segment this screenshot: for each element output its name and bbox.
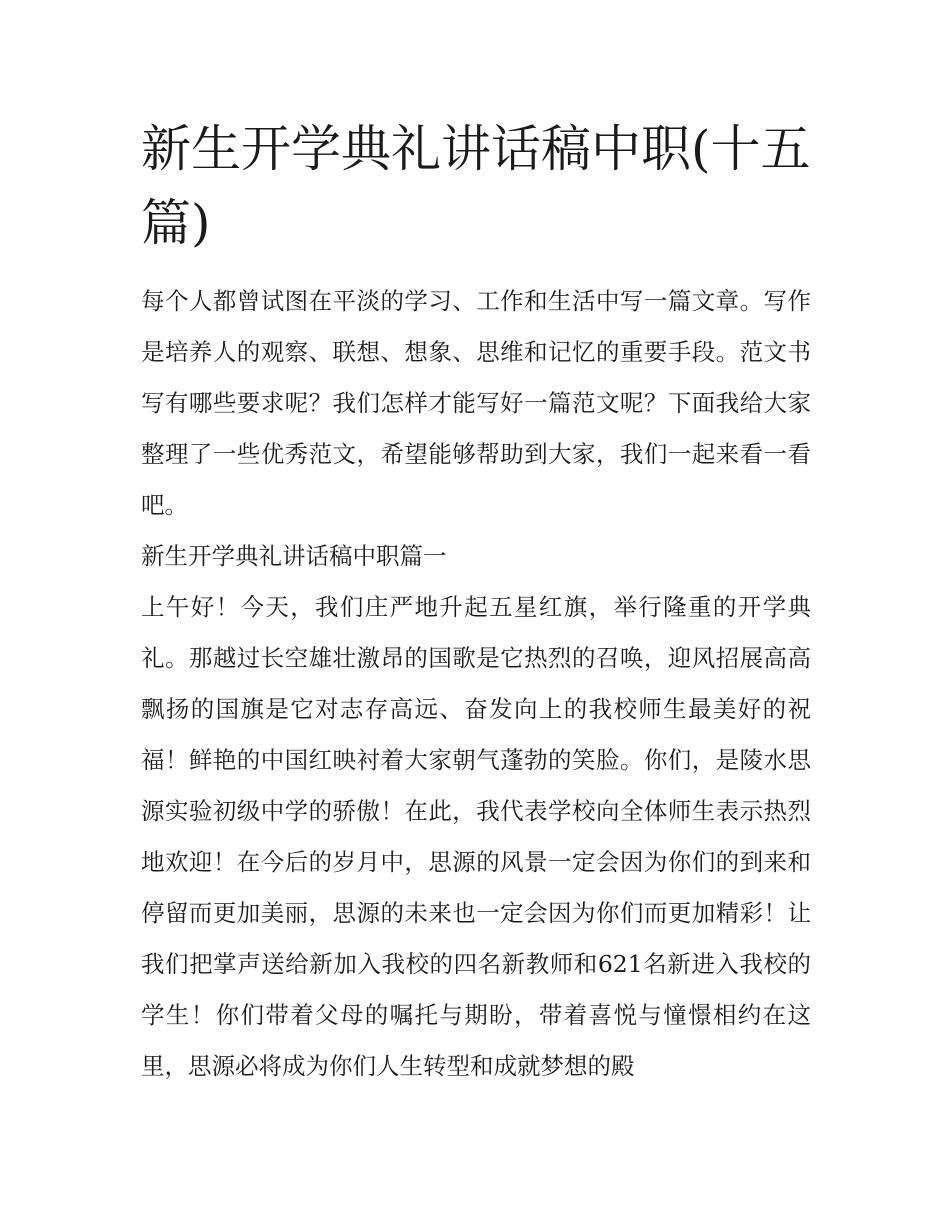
- intro-paragraph: 每个人都曾试图在平淡的学习、工作和生活中写一篇文章。写作是培养人的观察、联想、想象、思维和记忆的重要手段。范文书写有哪些要求呢？我们怎样才能写好一篇范文呢？下面我给大家整理了一些优秀范文，希望能够帮助到大家，我们一起来看一看吧。: [141, 287, 811, 519]
- section-heading: 新生开学典礼讲话稿中职篇一: [141, 542, 447, 570]
- document-title: 新生开学典礼讲话稿中职(十五篇): [141, 120, 811, 252]
- body-paragraph: 上午好！今天，我们庄严地升起五星红旗，举行隆重的开学典礼。那越过长空雄壮激昂的国歌是它热烈的召唤，迎风招展高高飘扬的国旗是它对志存高远、奋发向上的我校师生最美好的祝福！鲜艳的中国红映衬着大家朝气蓬勃的笑脸。你们，是陵水思源实验初级中学的骄傲！在此，我代表学校向全体师生表示热烈地欢迎！在今后的岁月中，思源的风景一定会因为你们的到来和停留而更加美丽，思源的未来也一定会因为你们而更加精彩！让我们把掌声送给新加入我校的四名新教师和621名新进入我校的学生！你们带着父母的嘱托与期盼，带着喜悦与憧憬相约在这里，思源必将成为你们人生转型和成就梦想的殿: [141, 593, 811, 1080]
- document-page: [141, 112, 811, 1092]
